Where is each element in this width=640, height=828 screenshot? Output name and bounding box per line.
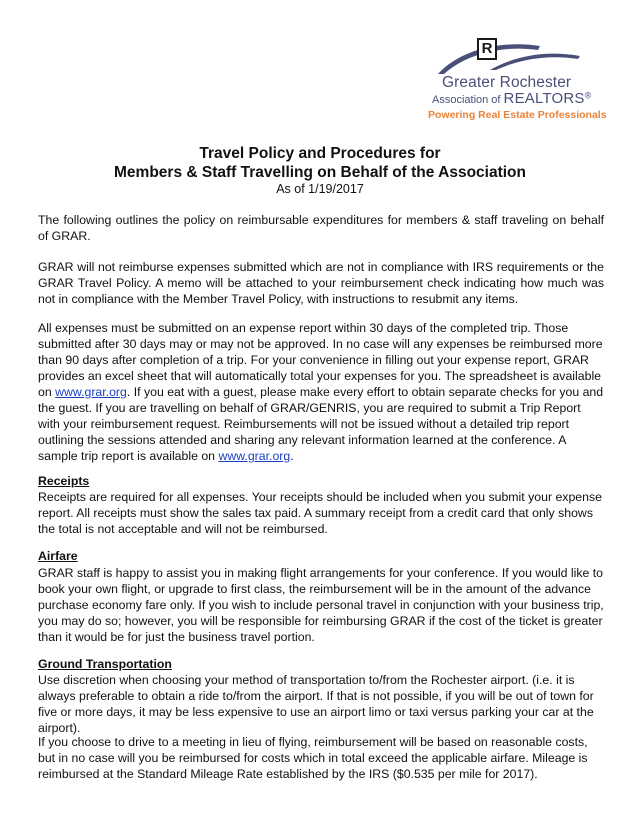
registered-mark: ®	[584, 90, 592, 101]
logo-org-line2	[432, 90, 591, 107]
logo-org-emph: REALTORS	[503, 90, 585, 107]
logo-tagline: Powering Real Estate Professionals	[428, 109, 607, 121]
logo-swoosh-icon	[420, 36, 610, 76]
p3-text-c: .	[290, 449, 294, 463]
intro-paragraph-3	[38, 320, 604, 464]
logo-org-line1: Greater Rochester	[442, 74, 572, 91]
document-title-line2: Members & Staff Travelling on Behalf of the Association	[114, 164, 526, 181]
ground-transportation-body-2: If you choose to drive to a meeting in lieu of flying, reimbursement will be based on reasonable costs, but in no case will you be reimbursed for costs which in total exceed the applicable airfare. Mileage is reimbursed at the Standard Mileage Rate established by the IRS ($0.535 per mile for 2017).	[38, 735, 588, 781]
receipts-heading: Receipts	[38, 474, 90, 488]
logo-org-prefix: Association of	[432, 94, 501, 106]
ground-transportation-heading: Ground Transportation	[38, 657, 172, 671]
receipts-body: Receipts are required for all expenses. Your receipts should be included when you submit your expense report. All receipts must show the sales tax paid. A summary receipt from a credit card that only shows the total is not acceptable and will not be reimbursed.	[38, 490, 602, 536]
document-title-line1: Travel Policy and Procedures for	[199, 145, 441, 162]
realtor-r-mark	[477, 38, 497, 60]
ground-transportation-body-1: Use discretion when choosing your method of transportation to/from the Rochester airport. (i.e. it is always preferable to obtain a ride to/from the airport. If that is not possible, if you will be out of town for five or more days, it may be less expensive to use an airport limo or taxi versus parking your car at the airport).	[38, 673, 594, 735]
grar-logo	[420, 36, 610, 126]
intro-paragraph-2: GRAR will not reimburse expenses submitted which are not in compliance with IRS requirements or the GRAR Travel Policy. A memo will be attached to your reimbursement check indicating how much was not in compliance with the Member Travel Policy, with instructions to resubmit any items.	[38, 260, 604, 306]
intro-paragraph-1: The following outlines the policy on reimbursable expenditures for members & staff traveling on behalf of GRAR.	[38, 213, 604, 243]
as-of-date: As of 1/19/2017	[276, 182, 364, 196]
p3-text-b: . If you eat with a guest, please make every effort to obtain separate checks for you and the guest. If you are travelling on behalf of GRAR/GENRIS, you are required to submit a Trip Report with your reimbursement request. Reimbursements will not be issued without a detailed trip report outlining the sessions attended and sharing any relevant information learned at the conference. A sample trip report is available on	[38, 385, 604, 463]
grar-link-spreadsheet[interactable]: www.grar.org	[55, 385, 127, 399]
grar-link-trip-report[interactable]: www.grar.org	[218, 449, 291, 463]
p3-text-a: All expenses must be submitted on an expense report within 30 days of the completed trip. Those submitted after 30 days may or may not be approved. In no case will any expenses be reimbursed more than 90 days after completion of a trip. For your convenience in filling out your expense report, GRAR provides an excel sheet that will automatically total your expenses for you. The spreadsheet is available on	[38, 321, 603, 399]
r-mark-letter: R	[481, 40, 493, 57]
airfare-body: GRAR staff is happy to assist you in making flight arrangements for your conference. If you would like to book your own flight, or upgrade to first class, the reimbursement will be in the amount of the advance purchase economy fare only. If you wish to include personal travel in conjunction with your business trip, you may do so; however, you will be responsible for reimbursing GRAR if the cost of the ticket is greater than it would be for just the business travel portion.	[38, 566, 604, 644]
airfare-heading: Airfare	[38, 549, 78, 563]
